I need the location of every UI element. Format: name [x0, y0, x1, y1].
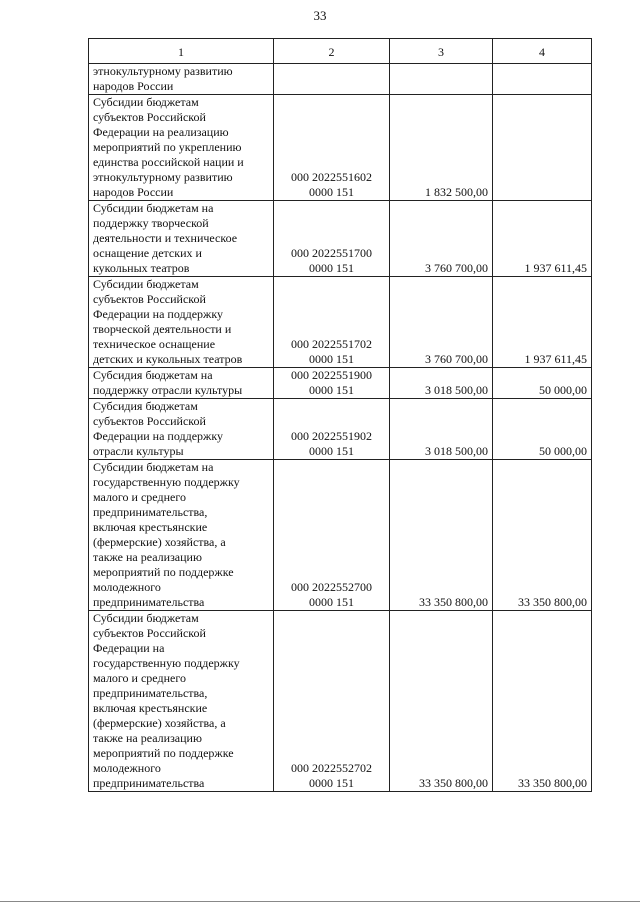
row-code: 000 2022551902 0000 151 — [274, 399, 390, 460]
table-row — [89, 95, 592, 201]
row-amount-actual — [493, 64, 592, 95]
table-header-row — [89, 39, 592, 64]
table-row — [89, 64, 592, 95]
table-row — [89, 277, 592, 368]
column-header-2: 2 — [274, 39, 390, 64]
row-name: Субсидии бюджетам субъектов Российской Федерации на поддержку творческой деятельности и техническое оснащение детских и кукольных театров — [89, 277, 274, 368]
row-name: этнокультурному развитию народов России — [89, 64, 274, 95]
row-code: 000 2022551700 0000 151 — [274, 201, 390, 277]
row-code: 000 2022551602 0000 151 — [274, 95, 390, 201]
row-amount-plan: 3 018 500,00 — [390, 399, 493, 460]
column-header-3: 3 — [390, 39, 493, 64]
row-amount-actual: 33 350 800,00 — [493, 611, 592, 792]
row-name: Субсидия бюджетам субъектов Российской Федерации на поддержку отрасли культуры — [89, 399, 274, 460]
table-row — [89, 368, 592, 399]
row-code: 000 2022552700 0000 151 — [274, 460, 390, 611]
row-amount-plan — [390, 64, 493, 95]
row-amount-actual: 1 937 611,45 — [493, 277, 592, 368]
row-amount-actual: 50 000,00 — [493, 399, 592, 460]
row-name: Субсидии бюджетам субъектов Российской Федерации на государственную поддержку малого и среднего предпринимательства, включая крестьянские (фермерские) хозяйства, а также на реализацию мероприятий по поддержке молодежного предпринимательства — [89, 611, 274, 792]
table-row — [89, 611, 592, 792]
table-row — [89, 399, 592, 460]
row-amount-actual — [493, 95, 592, 201]
row-name: Субсидия бюджетам на поддержку отрасли культуры — [89, 368, 274, 399]
column-header-1: 1 — [89, 39, 274, 64]
row-name: Субсидии бюджетам на государственную поддержку малого и среднего предпринимательства, включая крестьянские (фермерские) хозяйства, а также на реализацию мероприятий по поддержке молодежного предпринимательства — [89, 460, 274, 611]
row-code: 000 2022552702 0000 151 — [274, 611, 390, 792]
row-amount-plan: 3 760 700,00 — [390, 201, 493, 277]
table-row — [89, 201, 592, 277]
row-code: 000 2022551702 0000 151 — [274, 277, 390, 368]
row-amount-actual: 50 000,00 — [493, 368, 592, 399]
row-amount-plan: 3 760 700,00 — [390, 277, 493, 368]
row-name: Субсидии бюджетам на поддержку творческой деятельности и техническое оснащение детских и кукольных театров — [89, 201, 274, 277]
page-bottom-edge — [0, 901, 640, 902]
row-amount-actual: 1 937 611,45 — [493, 201, 592, 277]
row-amount-plan: 3 018 500,00 — [390, 368, 493, 399]
budget-table — [88, 38, 592, 792]
row-code: 000 2022551900 0000 151 — [274, 368, 390, 399]
column-header-4: 4 — [493, 39, 592, 64]
row-amount-plan: 33 350 800,00 — [390, 460, 493, 611]
row-amount-actual: 33 350 800,00 — [493, 460, 592, 611]
page-number: 33 — [313, 8, 327, 23]
table-row — [89, 460, 592, 611]
row-amount-plan: 33 350 800,00 — [390, 611, 493, 792]
row-code — [274, 64, 390, 95]
row-amount-plan: 1 832 500,00 — [390, 95, 493, 201]
row-name: Субсидии бюджетам субъектов Российской Федерации на реализацию мероприятий по укреплению единства российской нации и этнокультурному развитию народов России — [89, 95, 274, 201]
